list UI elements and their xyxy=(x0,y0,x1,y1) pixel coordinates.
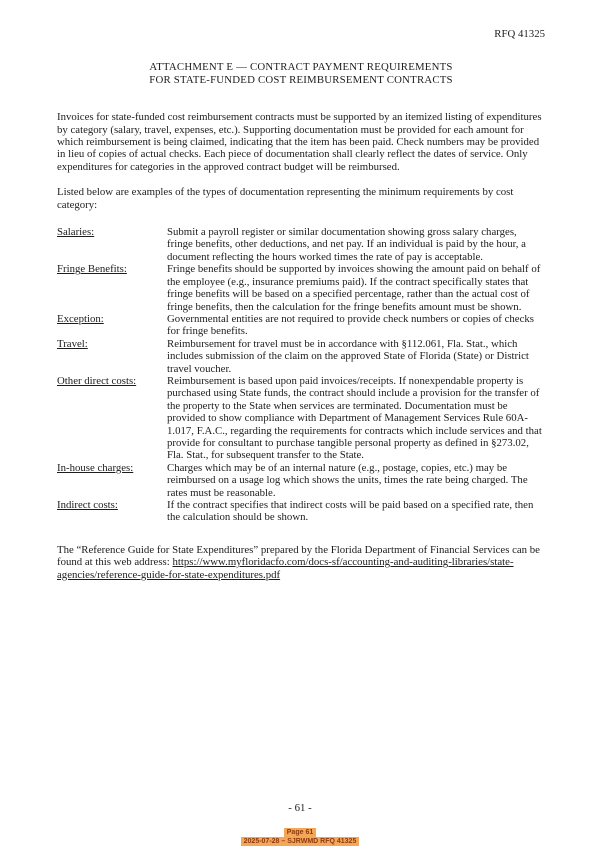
category-description: Governmental entities are not required to provide check numbers or copies of checks for fringe benefits. xyxy=(167,312,534,338)
category-label: Other direct costs: xyxy=(57,374,137,387)
category-description: Reimbursement is based upon paid invoices/receipts. If nonexpendable property is purchased using State funds, the contract should include a provision for the transfer of the property to the State when services are terminated. Documentation must be provided to show compliance with Department of Management Services Rule 60A-1.017, F.A.C., regarding the requirements for contracts which include services and that provide for consultant to purchase tangible personal property as defined in §273.02, Fla. Stat., for subsequent transfer to the State. xyxy=(167,374,542,462)
category-label: Travel: xyxy=(57,337,88,350)
category-description: Submit a payroll register or similar documentation showing gross salary charges, fringe benefits, other deductions, and net pay. If an individual is paid by the hour, a document reflecting the hours worked times the rate of pay is acceptable. xyxy=(167,226,526,263)
category-row-indirect-costs xyxy=(57,499,545,524)
document-title xyxy=(57,61,545,86)
page-number: - 61 - xyxy=(288,801,312,814)
category-description: Charges which may be of an internal nature (e.g., postage, copies, etc.) may be reimbursed on a usage log which shows the units, times the rate being charged. The rates must be reasonable. xyxy=(167,461,528,499)
intro-paragraph-1: Invoices for state-funded cost reimbursement contracts must be supported by an itemized listing of expenditures by category (salary, travel, expenses, etc.). Supporting documentation must be provided for each amount for which reimbursement is being claimed, indicating that the item has been paid. Check numbers may be provided in lieu of copies of actual checks. Each piece of documentation shall clearly reflect the dates of service. Only expenditures for categories in the approved contract budget will be reimbursed. xyxy=(57,111,542,173)
category-row-other-direct-costs xyxy=(57,375,545,462)
category-label: Exception: xyxy=(57,312,104,325)
intro-paragraph-2: Listed below are examples of the types of documentation representing the minimum requirements by cost category: xyxy=(57,186,514,211)
reference-paragraph xyxy=(57,544,545,581)
doc-reference: RFQ 41325 xyxy=(494,28,545,40)
footer-stamp xyxy=(0,828,600,846)
reference-url-link[interactable]: https://www.myfloridacfo.com/docs-sf/accounting-and-auditing-libraries/state-agencies/reference-guide-for-state-expenditures.pdf xyxy=(57,556,514,581)
document-title-line1: ATTACHMENT E — CONTRACT PAYMENT REQUIREMENTS xyxy=(149,61,453,74)
category-label: In-house charges: xyxy=(57,461,134,474)
category-description: Reimbursement for travel must be in accordance with §112.061, Fla. Stat., which includes submission of the claim on the approved State of Florida (State) or District travel voucher. xyxy=(167,337,529,375)
reference-text: The “Reference Guide for State Expenditures” prepared by the Florida Department of Financial Services can be found at this web address: xyxy=(57,543,540,569)
cost-category-list xyxy=(57,226,545,524)
category-label: Salaries: xyxy=(57,226,95,239)
stamp-date-line: 2025-07-28 – SJRWMD RFQ 41325 xyxy=(241,837,360,846)
category-row-exception xyxy=(57,313,545,338)
category-label: Indirect costs: xyxy=(57,499,118,511)
category-description: Fringe benefits should be supported by invoices showing the amount paid on behalf of the employee (e.g., insurance premiums paid). If the contract specifically states that fringe benefits will be based on a specified percentage, rather than the actual cost of fringe benefits, then the calculation for the fringe benefits amount must be shown. xyxy=(167,263,541,313)
category-row-travel xyxy=(57,338,545,375)
category-row-in-house-charges xyxy=(57,462,545,499)
stamp-page-line: Page 61 xyxy=(284,828,316,837)
category-row-fringe-benefits xyxy=(57,263,545,313)
category-row-salaries xyxy=(57,226,545,263)
document-title-line2: FOR STATE-FUNDED COST REIMBURSEMENT CONTRACTS xyxy=(149,73,453,86)
category-label: Fringe Benefits: xyxy=(57,263,127,276)
category-description: If the contract specifies that indirect costs will be paid based on a specified rate, then the calculation should be shown. xyxy=(167,499,534,524)
